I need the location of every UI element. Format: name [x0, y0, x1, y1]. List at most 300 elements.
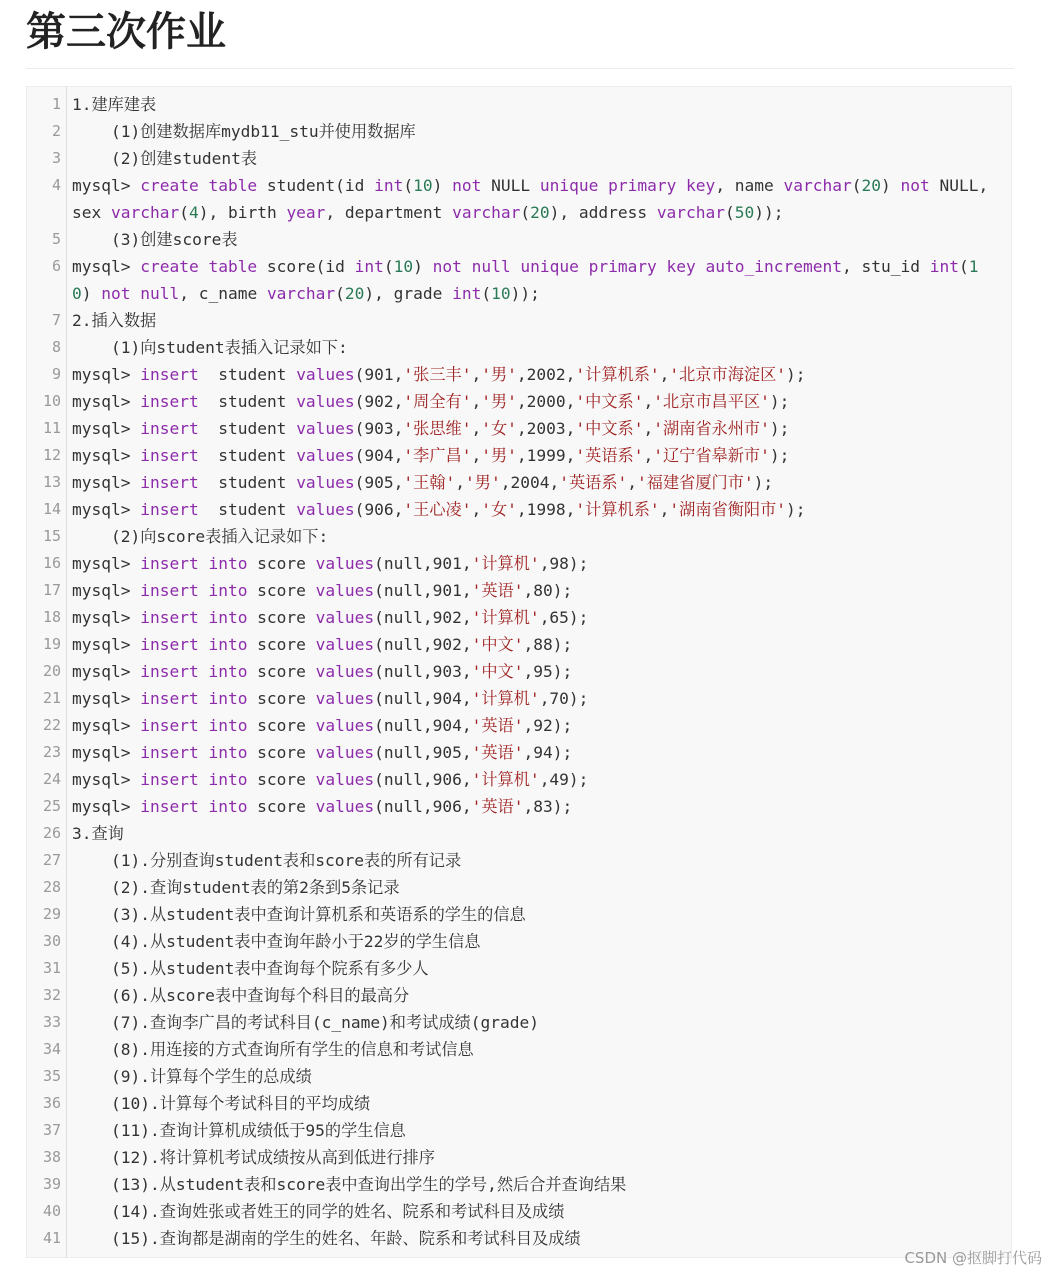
code-line: [72, 334, 990, 361]
code-text: ,98);: [539, 554, 589, 573]
code-keyword: not null: [101, 284, 180, 303]
code-keyword: varchar: [452, 203, 521, 222]
code-text: (: [520, 203, 531, 222]
code-number: 10: [413, 176, 433, 195]
code-string: '湖南省衡阳市': [669, 500, 787, 519]
code-text: ,2004,: [500, 473, 560, 492]
code-text: mysql>: [72, 500, 141, 519]
code-number: 20: [861, 176, 882, 195]
line-number: 12: [42, 446, 61, 464]
code-text: (6).从score表中查询每个科目的最高分: [72, 986, 410, 1005]
line-number: 24: [42, 770, 61, 788]
code-line: [72, 307, 990, 334]
code-string: '男': [481, 446, 517, 465]
code-keyword: insert: [140, 473, 199, 492]
code-text: (: [725, 203, 735, 222]
code-keyword: values: [315, 797, 375, 816]
code-keyword: values: [315, 716, 375, 735]
line-number: 7: [51, 311, 61, 329]
code-text: score: [247, 635, 316, 654]
code-line: [72, 523, 990, 550]
code-text: (10).计算每个考试科目的平均成绩: [72, 1094, 371, 1113]
code-text: (null,902,: [374, 635, 472, 654]
code-keyword: values: [315, 662, 375, 681]
code-text: mysql>: [72, 176, 141, 195]
line-number: 10: [42, 392, 61, 410]
code-line: [72, 442, 990, 469]
code-text: score(id: [257, 257, 355, 276]
code-text: student: [198, 500, 297, 519]
code-text: score: [247, 662, 316, 681]
code-string: '计算机': [471, 608, 540, 627]
code-line: [72, 172, 999, 226]
code-line: [72, 982, 990, 1009]
code-text: ,: [471, 365, 482, 384]
code-text: (: [403, 176, 414, 195]
code-text: (903,: [354, 419, 404, 438]
code-text: ,65);: [539, 608, 589, 627]
code-content[interactable]: [72, 91, 999, 1252]
code-text: );: [769, 419, 790, 438]
code-line: [72, 604, 990, 631]
code-text: score: [247, 743, 316, 762]
code-keyword: int: [374, 176, 404, 195]
code-text: ,: [455, 473, 466, 492]
code-text: ,: [471, 446, 482, 465]
line-number: 20: [42, 662, 61, 680]
code-text: , stu_id: [841, 257, 930, 276]
code-line: [72, 1090, 990, 1117]
code-text: mysql>: [72, 419, 141, 438]
code-text: ): [432, 176, 453, 195]
code-line: [72, 1225, 990, 1252]
code-text: );: [769, 392, 790, 411]
code-text: (: [179, 203, 189, 222]
code-text: mysql>: [72, 743, 141, 762]
code-string: '男': [481, 392, 517, 411]
code-keyword: values: [296, 446, 355, 465]
code-text: mysql>: [72, 797, 141, 816]
code-text: (null,902,: [374, 608, 472, 627]
code-text: (12).将计算机考试成绩按从高到低进行排序: [72, 1148, 435, 1167]
code-text: ,: [627, 473, 638, 492]
code-string: '计算机': [471, 554, 540, 573]
code-text: ,80);: [523, 581, 573, 600]
line-number: 16: [42, 554, 61, 572]
code-keyword: values: [296, 500, 355, 519]
code-keyword: year: [286, 203, 326, 222]
code-text: score: [247, 554, 316, 573]
code-string: '男': [465, 473, 501, 492]
code-string: '福建省厦门市': [637, 473, 754, 492]
line-number: 26: [42, 824, 61, 842]
code-keyword: varchar: [783, 176, 852, 195]
code-line: [72, 496, 990, 523]
code-line: [72, 1144, 990, 1171]
code-line: [72, 1117, 990, 1144]
code-keyword: not null unique primary key auto_increment: [432, 257, 842, 276]
code-text: student: [198, 392, 297, 411]
code-keyword: varchar: [266, 284, 336, 303]
code-text: 2.插入数据: [72, 311, 157, 330]
line-number: 36: [42, 1094, 61, 1112]
code-string: '中文系': [575, 392, 644, 411]
line-number: 30: [42, 932, 61, 950]
code-text: (: [481, 284, 492, 303]
code-text: (901,: [354, 365, 404, 384]
code-text: ,: [643, 419, 654, 438]
code-text: , name: [715, 176, 784, 195]
code-keyword: insert into: [140, 662, 248, 681]
line-number: 13: [42, 473, 61, 491]
code-text: (null,906,: [374, 797, 472, 816]
line-number: 33: [42, 1013, 61, 1031]
line-number: 1: [51, 95, 61, 113]
code-keyword: values: [296, 392, 355, 411]
code-text: (14).查询姓张或者姓王的同学的姓名、院系和考试科目及成绩: [72, 1202, 565, 1221]
code-text: mysql>: [72, 392, 141, 411]
code-text: (null,906,: [374, 770, 472, 789]
code-string: '王心凌': [403, 500, 472, 519]
code-line: [72, 901, 990, 928]
code-text: score: [247, 716, 316, 735]
code-text: ));: [754, 203, 784, 222]
code-keyword: insert into: [140, 581, 248, 600]
code-text: (3).从student表中查询计算机系和英语系的学生的信息: [72, 905, 526, 924]
code-text: (null,904,: [374, 689, 472, 708]
code-keyword: insert into: [140, 797, 248, 816]
code-text: mysql>: [72, 365, 141, 384]
code-keyword: int: [452, 284, 482, 303]
line-number: 32: [42, 986, 61, 1004]
code-text: ,: [643, 392, 654, 411]
code-keyword: values: [296, 365, 355, 384]
code-keyword: values: [315, 581, 375, 600]
code-text: (null,904,: [374, 716, 472, 735]
code-text: ,: [471, 500, 482, 519]
code-line: [72, 361, 990, 388]
code-line: [72, 793, 990, 820]
code-text: mysql>: [72, 662, 141, 681]
line-number: 18: [42, 608, 61, 626]
code-text: );: [769, 446, 790, 465]
code-text: ), birth: [198, 203, 287, 222]
code-string: '英语': [471, 743, 524, 762]
code-keyword: insert into: [140, 689, 248, 708]
code-keyword: values: [315, 743, 375, 762]
code-text: mysql>: [72, 257, 141, 276]
code-string: '计算机': [471, 770, 540, 789]
code-text: ,1999,: [516, 446, 576, 465]
code-text: 1.建库建表: [72, 95, 157, 114]
code-text: (null,905,: [374, 743, 472, 762]
code-text: ): [81, 284, 102, 303]
code-number: 20: [530, 203, 550, 222]
code-text: student: [198, 365, 297, 384]
code-text: (null,901,: [374, 581, 472, 600]
code-keyword: varchar: [110, 203, 180, 222]
code-text: score: [247, 770, 316, 789]
code-line: [72, 820, 990, 847]
gutter-divider: [66, 87, 67, 1257]
code-keyword: values: [315, 608, 375, 627]
code-line: [72, 415, 990, 442]
line-number: 31: [42, 959, 61, 977]
code-string: '计算机系': [575, 365, 660, 384]
line-number: 39: [42, 1175, 61, 1193]
code-keyword: create table: [140, 176, 258, 195]
page-title: 第三次作业: [26, 9, 226, 55]
code-text: NULL, sex: [72, 176, 999, 222]
code-line: [72, 1009, 990, 1036]
code-number: 10: [72, 257, 979, 303]
code-string: '张思维': [403, 419, 472, 438]
code-string: '英语': [471, 716, 524, 735]
code-text: ,: [659, 500, 670, 519]
code-keyword: insert into: [140, 635, 248, 654]
line-number: 23: [42, 743, 61, 761]
code-keyword: insert: [140, 446, 199, 465]
code-keyword: values: [315, 635, 375, 654]
code-keyword: unique primary key: [539, 176, 716, 195]
code-text: (11).查询计算机成绩低于95的学生信息: [72, 1121, 406, 1140]
code-line: [72, 766, 990, 793]
code-line: [72, 118, 990, 145]
code-text: mysql>: [72, 689, 141, 708]
code-text: (904,: [354, 446, 404, 465]
code-number: 4: [188, 203, 199, 222]
line-number: 9: [51, 365, 61, 383]
line-number: 34: [42, 1040, 61, 1058]
code-text: mysql>: [72, 770, 141, 789]
code-text: (15).查询都是湖南的学生的姓名、年龄、院系和考试科目及成绩: [72, 1229, 581, 1248]
code-string: '男': [481, 365, 517, 384]
code-text: mysql>: [72, 473, 141, 492]
code-string: '女': [481, 419, 517, 438]
code-text: ,92);: [523, 716, 573, 735]
line-number: 27: [42, 851, 61, 869]
code-text: ,: [659, 365, 670, 384]
code-string: '计算机': [471, 689, 540, 708]
code-keyword: values: [296, 473, 355, 492]
code-line: [72, 1198, 990, 1225]
code-text: );: [786, 365, 806, 384]
line-number: 14: [42, 500, 61, 518]
line-number: 40: [42, 1202, 61, 1220]
code-string: '北京市昌平区': [653, 392, 770, 411]
code-keyword: values: [315, 770, 375, 789]
code-text: 3.查询: [72, 824, 124, 843]
code-text: (: [383, 257, 394, 276]
code-text: (2)向score表插入记录如下:: [72, 527, 329, 546]
code-text: (1)创建数据库mydb11_stu并使用数据库: [72, 122, 416, 141]
code-text: (: [335, 284, 345, 303]
code-line: [72, 631, 990, 658]
line-number: 4: [51, 176, 61, 194]
code-line: [72, 550, 990, 577]
code-text: (: [958, 257, 969, 276]
code-number: 50: [734, 203, 755, 222]
code-text: NULL: [481, 176, 540, 195]
code-line: [72, 847, 990, 874]
code-text: (1).分别查询student表和score表的所有记录: [72, 851, 462, 870]
line-number: 29: [42, 905, 61, 923]
code-text: ,70);: [539, 689, 589, 708]
code-text: (4).从student表中查询年龄小于22岁的学生信息: [72, 932, 481, 951]
code-text: (7).查询李广昌的考试科目(c_name)和考试成绩(grade): [72, 1013, 539, 1032]
code-line: [72, 928, 990, 955]
code-string: '计算机系': [575, 500, 660, 519]
line-number: 41: [42, 1229, 61, 1247]
code-text: );: [786, 500, 806, 519]
line-number: 38: [42, 1148, 61, 1166]
line-number: 25: [42, 797, 61, 815]
code-text: mysql>: [72, 446, 141, 465]
code-string: '李广昌': [403, 446, 472, 465]
line-number: 21: [42, 689, 61, 707]
code-text: mysql>: [72, 554, 141, 573]
code-text: ,2000,: [516, 392, 576, 411]
line-number: 2: [51, 122, 61, 140]
code-text: student: [198, 473, 297, 492]
code-string: '英语': [471, 797, 524, 816]
code-string: '周全有': [403, 392, 472, 411]
code-text: (905,: [354, 473, 404, 492]
code-text: ,: [643, 446, 654, 465]
line-number: 8: [51, 338, 61, 356]
code-keyword: insert into: [140, 608, 248, 627]
code-text: ,94);: [523, 743, 573, 762]
title-divider: [26, 68, 1014, 69]
code-keyword: insert: [140, 392, 199, 411]
code-string: '北京市海淀区': [669, 365, 787, 384]
code-text: student: [198, 446, 297, 465]
code-text: (1)向student表插入记录如下:: [72, 338, 348, 357]
code-string: '湖南省永州市': [653, 419, 770, 438]
code-text: mysql>: [72, 716, 141, 735]
code-text: ,83);: [523, 797, 573, 816]
code-text: ,49);: [539, 770, 589, 789]
line-number: 5: [51, 230, 61, 248]
code-text: ): [881, 176, 901, 195]
code-text: , c_name: [179, 284, 267, 303]
code-keyword: insert: [140, 500, 199, 519]
code-text: score: [247, 797, 316, 816]
code-text: ,88);: [523, 635, 573, 654]
code-keyword: insert into: [140, 743, 248, 762]
code-keyword: not: [900, 176, 930, 195]
code-text: (2).查询student表的第2条到5条记录: [72, 878, 400, 897]
code-line: [72, 253, 990, 307]
code-line: [72, 658, 990, 685]
code-string: '王翰': [403, 473, 456, 492]
code-string: '辽宁省皋新市': [653, 446, 770, 465]
code-text: );: [753, 473, 774, 492]
code-line: [72, 226, 990, 253]
code-line: [72, 712, 990, 739]
code-text: student(id: [257, 176, 375, 195]
code-line: [72, 1036, 990, 1063]
code-number: 20: [344, 284, 365, 303]
code-line: [72, 1171, 990, 1198]
line-number: 19: [42, 635, 61, 653]
line-number: 17: [42, 581, 61, 599]
code-keyword: insert: [140, 365, 199, 384]
code-line: [72, 874, 990, 901]
code-text: score: [247, 608, 316, 627]
code-text: ,95);: [523, 662, 573, 681]
code-text: (13).从student表和score表中查询出学生的学号,然后合并查询结果: [72, 1175, 627, 1194]
code-line: [72, 1063, 990, 1090]
code-line: [72, 388, 990, 415]
code-number: 10: [393, 257, 414, 276]
code-text: ,2003,: [516, 419, 576, 438]
line-number: 15: [42, 527, 61, 545]
code-text: ));: [510, 284, 540, 303]
code-keyword: not: [452, 176, 482, 195]
code-text: (5).从student表中查询每个院系有多少人: [72, 959, 429, 978]
code-text: ,1998,: [516, 500, 576, 519]
code-text: mysql>: [72, 581, 141, 600]
code-keyword: insert into: [140, 770, 248, 789]
code-string: '英语系': [559, 473, 628, 492]
line-number: 11: [42, 419, 61, 437]
line-number: 35: [42, 1067, 61, 1085]
code-text: (902,: [354, 392, 404, 411]
code-string: '中文': [471, 635, 524, 654]
code-text: (9).计算每个学生的总成绩: [72, 1067, 312, 1086]
code-text: score: [247, 581, 316, 600]
code-line: [72, 739, 990, 766]
code-text: (3)创建score表: [72, 230, 238, 249]
code-text: (null,901,: [374, 554, 472, 573]
code-string: '女': [481, 500, 517, 519]
code-line: [72, 91, 990, 118]
code-keyword: insert: [140, 419, 199, 438]
line-number: 28: [42, 878, 61, 896]
code-block[interactable]: [26, 86, 1012, 1258]
code-keyword: int: [354, 257, 384, 276]
code-text: (: [851, 176, 862, 195]
code-text: ), grade: [364, 284, 453, 303]
code-line: [72, 469, 990, 496]
line-number-gutter: [27, 91, 65, 1252]
line-number: 3: [51, 149, 61, 167]
code-keyword: values: [296, 419, 355, 438]
code-keyword: varchar: [656, 203, 726, 222]
code-string: '张三丰': [403, 365, 472, 384]
code-keyword: values: [315, 689, 375, 708]
code-number: 10: [491, 284, 511, 303]
code-text: ,2002,: [516, 365, 576, 384]
code-text: ,: [471, 419, 482, 438]
code-keyword: create table: [140, 257, 258, 276]
code-text: ), address: [549, 203, 657, 222]
code-string: '英语': [471, 581, 524, 600]
code-text: student: [198, 419, 297, 438]
code-line: [72, 685, 990, 712]
code-text: (null,903,: [374, 662, 472, 681]
code-string: '中文': [471, 662, 524, 681]
code-text: score: [247, 689, 316, 708]
code-keyword: int: [929, 257, 959, 276]
line-number: 6: [51, 257, 61, 275]
code-keyword: values: [315, 554, 375, 573]
code-string: '英语系': [575, 446, 644, 465]
code-text: (2)创建student表: [72, 149, 258, 168]
code-string: '中文系': [575, 419, 644, 438]
code-text: ,: [471, 392, 482, 411]
